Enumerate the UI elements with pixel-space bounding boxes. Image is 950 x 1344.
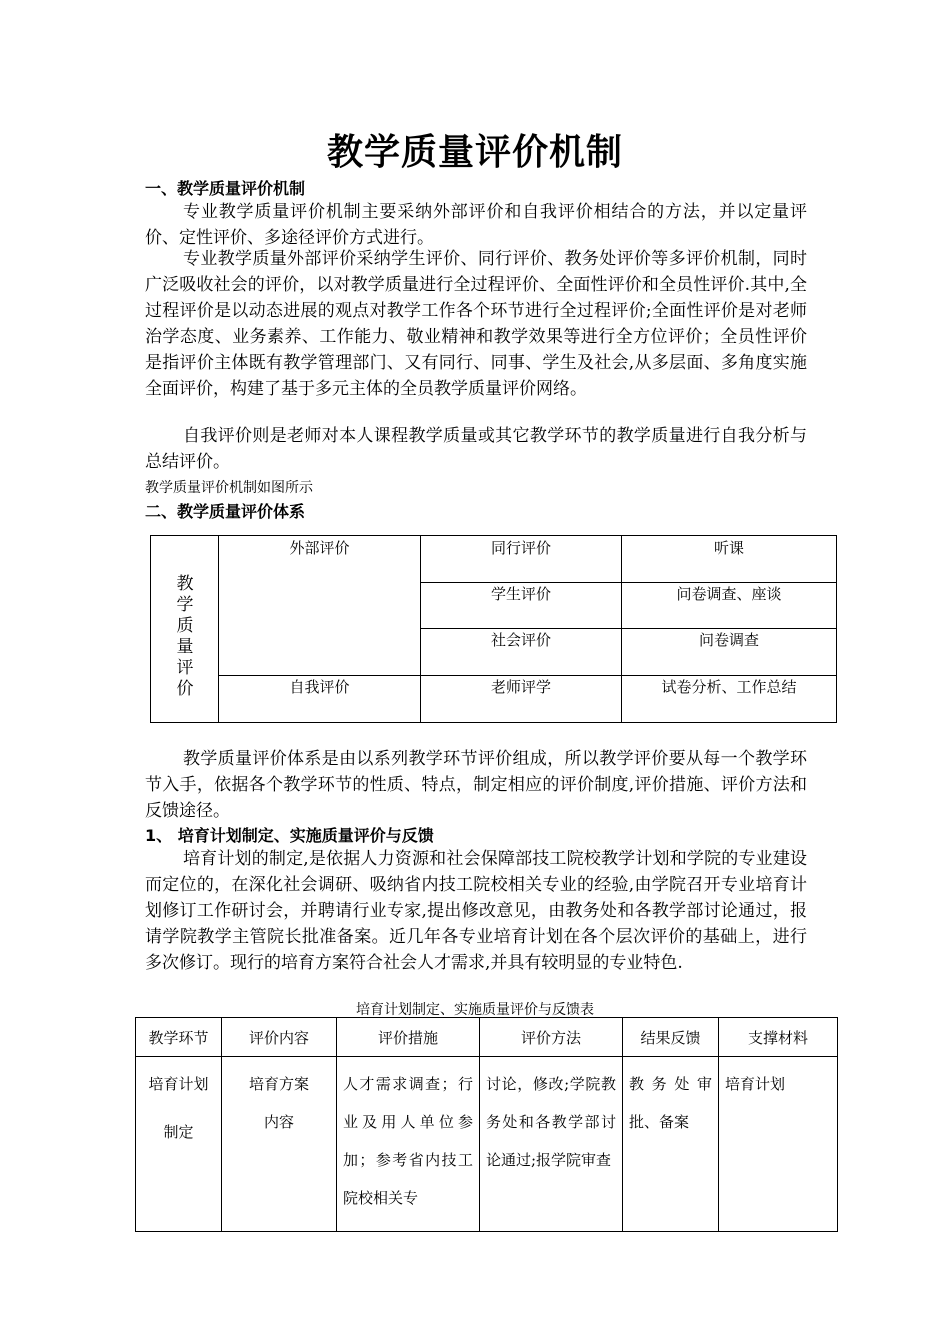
method-cell: 听课	[713, 539, 744, 557]
row-header-char: 学	[176, 595, 194, 615]
paragraph: 教学质量评价体系是由以系列教学环节评价组成，所以教学评价要从每一个教学环节入手，依据各个教学环节的性质、特点，制定相应的评价制度,评价措施、评价方法和反馈途径。	[145, 749, 807, 821]
paragraph: 自我评价则是老师对本人课程教学质量或其它教学环节的教学质量进行自我分析与总结评价。	[145, 426, 807, 472]
column-header: 评价方法	[480, 1018, 623, 1057]
column-header: 评价措施	[337, 1018, 480, 1057]
cell-text: 培育计划	[148, 1075, 209, 1093]
table-cell	[136, 1057, 222, 1232]
table-cell: 人才需求调查；行业及用人单位参加；参考省内技工院校相关专	[337, 1057, 480, 1232]
row-header-vertical	[151, 574, 219, 700]
method-cell: 问卷调查、座谈	[676, 585, 782, 603]
table-cell: 讨论，修改;学院教务处和各教学部讨论通过;报学院审查	[480, 1057, 623, 1232]
section1-heading: 一、教学质量评价机制	[145, 179, 306, 198]
table-row	[136, 1057, 838, 1232]
column-header: 支撑材料	[719, 1018, 838, 1057]
table-header-row	[136, 1018, 838, 1057]
table-cell: 教务处审批、备案	[623, 1057, 719, 1232]
row-header-char: 评	[176, 658, 194, 678]
paragraph: 专业教学质量评价机制主要采纳外部评价和自我评价相结合的方法，并以定量评价、定性评价、多途径评价方式进行。	[145, 202, 807, 248]
column-header: 结果反馈	[623, 1018, 719, 1057]
evaluator-cell: 社会评价	[490, 631, 551, 649]
evaluator-cell: 学生评价	[490, 585, 551, 603]
column-header: 评价内容	[222, 1018, 337, 1057]
section2-heading: 二、教学质量评价体系	[145, 502, 306, 521]
row-header-char: 价	[176, 679, 194, 699]
paragraph: 培育计划的制定,是依据人力资源和社会保障部技工院校教学计划和学院的专业建设而定位的，在深化社会调研、吸纳省内技工院校相关专业的经验,由学院召开专业培育计划修订工作研讨会，并聘请行业专家,提出修改意见，由教务处和各教学部讨论通过，报请学院教学主管院长批准备案。近几年各专业培育计划在各个层次评价的基础上，进行多次修订。现行的培育方案符合社会人才需求,并具有较明显的专业特色.	[145, 849, 807, 973]
external-evaluation-label: 外部评价	[289, 539, 350, 557]
row-header-char: 质	[176, 616, 194, 636]
row-header-char: 教	[176, 574, 194, 594]
method-cell: 问卷调查	[698, 631, 759, 649]
evaluator-cell: 同行评价	[490, 539, 551, 557]
method-cell: 试卷分析、工作总结	[661, 678, 797, 696]
cell-text: 内容	[263, 1113, 294, 1131]
cell-text: 制定	[163, 1123, 194, 1141]
paragraph: 专业教学质量外部评价采纳学生评价、同行评价、教务处评价等多评价机制，同时广泛吸收社会的评价，以对教学质量进行全过程评价、全面性评价和全员性评价.其中,全过程评价是以动态进展的观点对教学工作各个环节进行全过程评价;全面性评价是对老师治学态度、业务素养、工作能力、敬业精神和教学效果等进行全方位评价；全员性评价是指评价主体既有教学管理部门、又有同行、同事、学生及社会,从多层面、多角度实施全面评价，构建了基于多元主体的全员教学质量评价网络。	[145, 249, 807, 399]
row-header-char: 量	[176, 637, 194, 657]
table-caption: 培育计划制定、实施质量评价与反馈表	[356, 1002, 594, 1018]
evaluator-cell: 老师评学	[490, 678, 551, 696]
page-title: 教学质量评价机制	[326, 132, 623, 173]
training-plan-table	[135, 1017, 838, 1232]
self-evaluation-label: 自我评价	[289, 678, 350, 696]
figure-note: 教学质量评价机制如图所示	[145, 480, 313, 496]
column-header: 教学环节	[136, 1018, 222, 1057]
evaluation-system-table	[150, 535, 837, 723]
section3-heading: 1、 培育计划制定、实施质量评价与反馈	[145, 826, 434, 845]
table-cell: 培育计划	[719, 1057, 838, 1232]
cell-text: 培育方案	[248, 1075, 309, 1093]
table-cell	[222, 1057, 337, 1232]
